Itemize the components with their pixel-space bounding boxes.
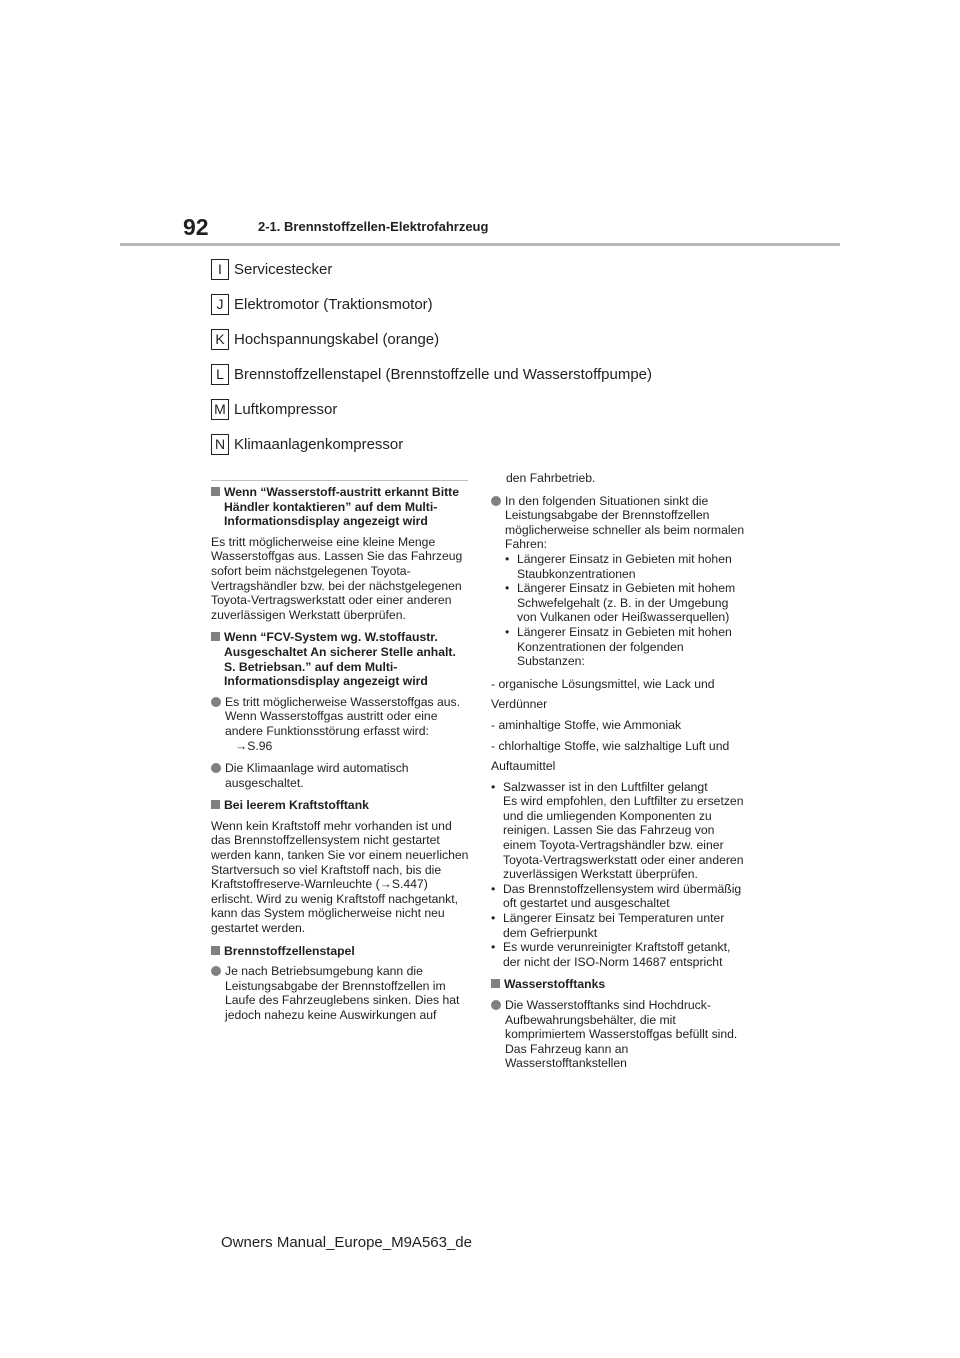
- square-bullet-icon: [211, 487, 220, 496]
- bullet-item: [491, 494, 749, 669]
- dot-marker-icon: •: [505, 581, 510, 596]
- section-heading: [211, 630, 469, 688]
- callout-key: N: [211, 434, 229, 455]
- square-bullet-icon: [211, 800, 220, 809]
- callout-item: [211, 259, 652, 294]
- section-heading: [211, 798, 469, 813]
- list-item: [505, 625, 749, 669]
- callout-key: I: [211, 259, 229, 280]
- list-item-text: Salzwasser ist in den Luftfilter gelangt: [503, 779, 708, 794]
- list-item-text: Längerer Einsatz in Gebieten mit hohen Staubkonzentrationen: [517, 551, 732, 581]
- callout-legend: [211, 259, 652, 469]
- plain-line: - aminhaltige Stoffe, wie Ammoniak: [491, 717, 682, 732]
- callout-label: Brennstoffzellenstapel (Brennstoffzelle und Wasserstoffpumpe): [234, 366, 653, 383]
- dot-marker-icon: •: [491, 881, 496, 896]
- footer-text: Owners Manual_Europe_M9A563_de: [221, 1234, 472, 1251]
- right-column: [491, 471, 749, 1079]
- dot-marker-icon: •: [491, 779, 496, 794]
- sub-list: [505, 552, 749, 669]
- plain-line: Verdünner: [491, 697, 548, 712]
- plain-line: - chlorhaltige Stoffe, wie salzhaltige Luft und: [491, 738, 730, 753]
- list-item: [505, 552, 749, 581]
- callout-item: [211, 399, 652, 434]
- bullet-item: [491, 998, 749, 1071]
- body-text: Es tritt möglicherweise eine kleine Menge Wasserstoffgas aus. Lassen Sie das Fahrzeug sofort beim nächstgelegenen Toyota-Vertragshändler bzw. bei der nächstgelegenen Toyota-Vertragswerkstatt oder einer anderen zuverlässigen Werkstatt überprüfen.: [211, 534, 463, 622]
- header-rule: [120, 243, 840, 246]
- list-item-text: Längerer Einsatz bei Temperaturen unter dem Gefrierpunkt: [503, 911, 725, 940]
- list-item-text: Das Brennstoffzellensystem wird übermäßig oft gestartet und ausgeschaltet: [503, 881, 742, 911]
- page-reference-link[interactable]: →S.96: [235, 738, 273, 753]
- callout-label: Servicestecker: [234, 261, 333, 278]
- bullet-text: Je nach Betriebsumgebung kann die Leistungsabgabe der Brennstoffzellen im Laufe des Fahrzeuglebens sinken. Dies hat jedoch nahezu keine Auswirkungen auf: [225, 964, 460, 1022]
- left-column: [211, 485, 469, 1031]
- dot-marker-icon: •: [491, 911, 496, 926]
- heading-text: Wenn “Wasserstoff-austritt erkannt Bitte Händler kontaktieren” auf dem Multi-Informationsdisplay angezeigt wird: [224, 485, 459, 529]
- list-item-text: Längerer Einsatz in Gebieten mit hohen Konzentrationen der folgenden Substanzen:: [517, 624, 732, 669]
- list-item-text: Längerer Einsatz in Gebieten mit hohem Schwefelgehalt (z. B. in der Umgebung von Vulkanen oder Heißwasserquellen): [517, 581, 736, 625]
- callout-item: [211, 329, 652, 364]
- callout-label: Hochspannungskabel (orange): [234, 331, 440, 348]
- list-item: [491, 911, 749, 940]
- bullet-item: [211, 695, 469, 753]
- plain-line: Auftaumittel: [491, 759, 556, 774]
- callout-item: [211, 294, 652, 329]
- section-divider: [211, 480, 468, 481]
- bullet-item: [211, 761, 469, 790]
- circle-bullet-icon: [211, 966, 221, 976]
- callout-item: [211, 434, 652, 469]
- callout-label: Luftkompressor: [234, 401, 338, 418]
- callout-label: Elektromotor (Traktionsmotor): [234, 296, 433, 313]
- list-item-text: Es wurde verunreinigter Kraftstoff getankt, der nicht der ISO-Norm 14687 entspricht: [503, 940, 731, 969]
- circle-bullet-icon: [491, 1000, 501, 1010]
- page-number: 92: [183, 214, 209, 240]
- callout-key: L: [211, 364, 229, 385]
- bullet-text: In den folgenden Situationen sinkt die Leistungsabgabe der Brennstoffzellen möglicherweise schneller als beim normalen Fahren:: [505, 493, 745, 552]
- section-heading: [211, 485, 469, 529]
- heading-text: Brennstoffzellenstapel: [224, 943, 355, 958]
- plain-line: - organische Lösungsmittel, wie Lack und: [491, 676, 715, 691]
- list-item: [491, 940, 749, 969]
- dot-marker-icon: •: [505, 551, 510, 566]
- section-title: 2-1. Brennstoffzellen-Elektrofahrzeug: [258, 219, 489, 234]
- list-item-note: Es wird empfohlen, den Luftfilter zu ersetzen und die umliegenden Komponenten zu reinigen. Lassen Sie das Fahrzeug von einem Toyota-Vertragshändler bzw. einer Toyota-Vertragswerkstatt oder einer anderen zuverlässigen Werkstatt überprüfen.: [503, 794, 744, 882]
- square-bullet-icon: [211, 946, 220, 955]
- list-item: [505, 581, 749, 625]
- section-heading: [211, 944, 469, 959]
- list-item: [491, 780, 749, 882]
- square-bullet-icon: [211, 632, 220, 641]
- heading-text: Wenn “FCV-System wg. W.stoffaustr. Ausgeschaltet An sicherer Stelle anhalt. S. Betriebsan.” auf dem Multi-Informationsdisplay angezeigt wird: [224, 630, 456, 689]
- bullet-text: Die Klimaanlage wird automatisch ausgeschaltet.: [225, 761, 409, 790]
- list-item: [491, 882, 749, 911]
- sub-list: [491, 780, 749, 970]
- circle-bullet-icon: [211, 763, 221, 773]
- bullet-text: Die Wasserstofftanks sind Hochdruck-Aufbewahrungsbehälter, die mit komprimiertem Wasserstoffgas befüllt sind. Das Fahrzeug kann an Wasserstofftankstellen: [505, 998, 738, 1071]
- body-text: Wenn kein Kraftstoff mehr vorhanden ist und das Brennstoffzellensystem nicht gestartet werden kann, tanken Sie vor einem neuerlichen Startversuch so viel Kraftstoff nach, bis die Kraftstoffreserve-Warnleuchte (→S.447) erlischt. Wird zu wenig Kraftstoff nachgetankt, kann das System möglicherweise nicht neu gestartet werden.: [211, 818, 469, 936]
- callout-label: Klimaanlagenkompressor: [234, 436, 404, 453]
- continuation-text: den Fahrbetrieb.: [506, 471, 596, 485]
- callout-key: K: [211, 329, 229, 350]
- dot-marker-icon: •: [491, 940, 496, 955]
- section-heading: [491, 977, 749, 992]
- bullet-text: Wenn Wasserstoffgas austritt oder eine andere Funktionsstörung erfasst wird:: [225, 709, 438, 738]
- bullet-text: Es tritt möglicherweise Wasserstoffgas aus.: [225, 694, 461, 709]
- square-bullet-icon: [491, 979, 500, 988]
- callout-key: M: [211, 399, 229, 420]
- heading-text: Wasserstofftanks: [504, 977, 606, 992]
- bullet-item: [211, 964, 469, 1022]
- circle-bullet-icon: [491, 496, 501, 506]
- dot-marker-icon: •: [505, 624, 510, 639]
- callout-key: J: [211, 294, 229, 315]
- callout-item: [211, 364, 652, 399]
- circle-bullet-icon: [211, 697, 221, 707]
- heading-text: Bei leerem Kraftstofftank: [224, 798, 369, 813]
